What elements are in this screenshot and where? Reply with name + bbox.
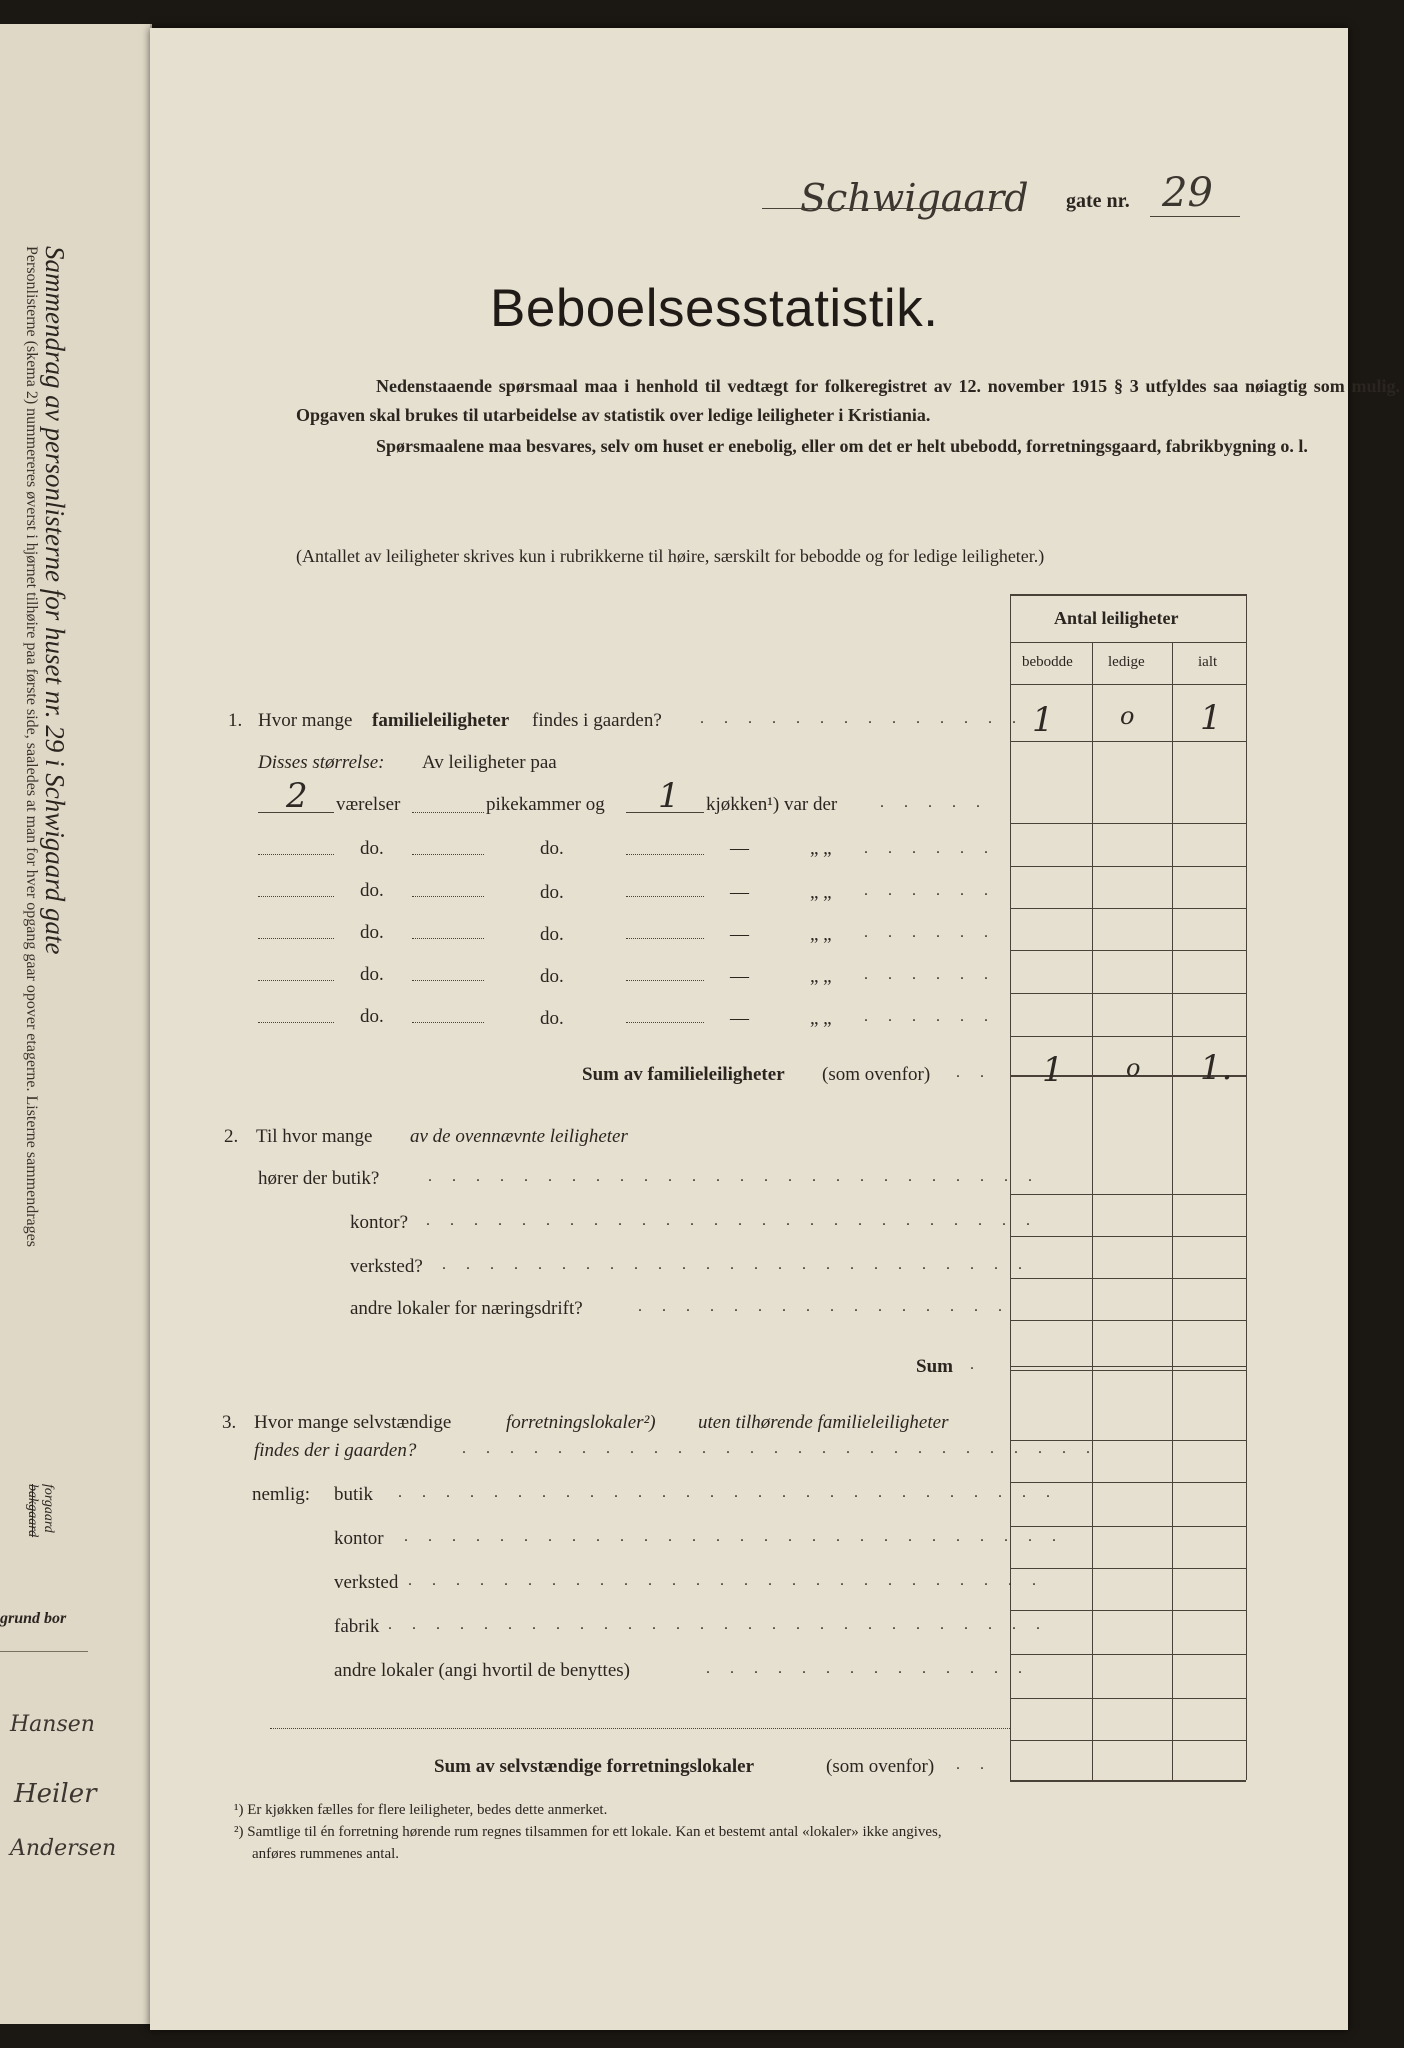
q1-sum-label: Sum av familieleiligheter (582, 1064, 785, 1085)
q1-text-c: findes i gaarden? (532, 710, 662, 731)
q2-line-verksted: verksted? (350, 1256, 423, 1277)
spine-forgaard: forgaard (41, 1484, 56, 1533)
spine-name-1: Hansen (10, 1712, 95, 1737)
q3-sum-label: Sum av selvstændige forretningslokaler (434, 1756, 755, 1777)
do-label: do. (360, 922, 384, 943)
do-label: do. (360, 964, 384, 985)
dash: — (730, 838, 749, 859)
intro-paragraph (296, 372, 1400, 461)
q3-text-b: forretningslokaler²) (506, 1412, 656, 1433)
dash: — (730, 882, 749, 903)
form-page: Schwigaard gate nr. 29 Beboelsesstatistik. Nedenstaaende spørsmaal maa i henhold til vedtægt for folkeregistret av 12. november 1915 § 3 utfyldes saa nøiagtig som mulig. Opgaven skal brukes til utarbeidelse av statistik over ledige leiligheter i Kristiania. Spørsmaalene maa besvares, selv om huset er enebolig, eller om det er helt ubebodd, forretningsgaard, fabrikbygning o. l. (Antallet av leiligheter skrives kun i rubrikkerne til høire, særskilt for bebodde og for ledige leiligheter.) Antal leiligheter bebodde ledige ialt 1. Hvor mange familieleiligheter findes i gaarden? . . . . . . . . . . . . . . 1 o 1 Disses størrelse: Av leiligheter paa 2 værelser pikekammer og 1 kjøkken¹) var der . . . . . do. do. — „ „ . . . . . . do. do. — „ „ . . . . . . do. do. — „ „ . . . . . . do. do. — „ „ . . . . . . do. do. — „ „ . . . . . . Sum av familieleiligheter (som ovenfor) . . 1 o 1. 2. Til hvor mange av de ovennævnte leiligheter hører der butik? . . . . . . . . . . . . . . . . . . . . . . . . . . kontor? . . . . . . . . . . . . . . . . . . . . . . . . . . verksted? . . . . . . . . . . . . . . . . . . . . . . . . . andre lokaler for næringsdrift? . . . . . . . . . . . . . . . . Sum . 3. Hvor mange selvstændige forretningslokaler²) uten tilhørende familieleiligheter findes der i gaarden? . . . . . . . . . . . . . . . . . . . . . . . . . . . nemlig: butik . . . . . . . . . . . . . . . . . . . . . . . . . . . . kontor . . . . . . . . . . . . . . . . . . . . . . . . . . . . verksted . . . . . . . . . . . . . . . . . . . . . . . . . . . fabrik . . . . . . . . . . . . . . . . . . . . . . . . . . . . andre lokaler (angi hvortil de benyttes) . . . . . . . . . . . . . . Sum av selvstændige forretningslokaler (som ovenfor) . . ¹) Er kjøkken fælles for flere leiligheter, bedes dette anmerket. ²) Samtlige til én forretning hørende rum regnes tilsammen for ett lokale. Kan et bestemt antal «lokaler» ikke angives, anføres rummenes antal. (150, 28, 1348, 2030)
q1-kitchen-value: 1 (658, 776, 680, 816)
q1-size-label: Disses størrelse: (258, 752, 385, 773)
q3-nemlig: nemlig: (252, 1484, 311, 1505)
col-bebodde: bebodde (1022, 654, 1073, 670)
dash: — (730, 966, 749, 987)
ditto: „ „ (810, 1008, 832, 1029)
q1-size-text: Av leiligheter paa (422, 752, 557, 773)
q2-text-a: Til hvor mange (256, 1126, 373, 1147)
q1-maid-label: pikekammer og (486, 794, 605, 815)
dash: — (730, 924, 749, 945)
q1-number: 1. (228, 710, 243, 731)
gate-label: gate nr. (1066, 190, 1130, 212)
spine-vertical-instructions: Personlisterne (skema 2) nummereres øverst i hjørnet tilhøire paa første side, saaledes at man for hver opgang gaar opover etagerne. Listerne sammendrages (23, 246, 40, 1247)
q1-text-a: Hvor mange (258, 710, 353, 731)
ditto: „ „ (810, 924, 832, 945)
q3-number: 3. (222, 1412, 237, 1433)
q2-sum-label: Sum (916, 1356, 953, 1377)
intro-text-2: Spørsmaalene maa besvares, selv om huset er enebolig, eller om det er helt ubebodd, forretningsgaard, fabrikbygning o. l. (376, 436, 1308, 456)
q3-sum-label-b: (som ovenfor) (826, 1756, 935, 1777)
left-spine (0, 24, 152, 2024)
q1-answer-bebodde: 1 (1032, 700, 1054, 740)
ditto: „ „ (810, 966, 832, 987)
do-label: do. (360, 880, 384, 901)
q2-line-butik: hører der butik? (258, 1168, 380, 1189)
do-label: do. (540, 882, 564, 903)
q1-rooms-value: 2 (286, 776, 308, 816)
q1-rooms-label: værelser (336, 794, 401, 815)
house-number: 29 (1162, 170, 1213, 216)
q1-answer-ledige: o (1120, 702, 1135, 730)
q2-text-b: av de ovennævnte leiligheter (410, 1126, 628, 1147)
q3-verksted: verksted (334, 1572, 399, 1593)
dash: — (730, 1008, 749, 1029)
q1-answer-ialt: 1 (1200, 698, 1222, 738)
page-title: Beboelsesstatistik. (490, 279, 939, 338)
do-label: do. (540, 966, 564, 987)
q3-fabrik: fabrik (334, 1616, 380, 1637)
q1-text-b: familieleiligheter (372, 710, 510, 731)
street-name: Schwigaard (800, 176, 1029, 220)
do-label: do. (540, 924, 564, 945)
q3-kontor: kontor (334, 1528, 384, 1549)
q1-kitchen-label: kjøkken¹) var der (706, 794, 838, 815)
q1-sum-label-b: (som ovenfor) (822, 1064, 931, 1085)
q3-text-a: Hvor mange selvstændige (254, 1412, 452, 1433)
q1-sum-bebodde: 1 (1042, 1050, 1064, 1090)
footnote-2b: anføres rummenes antal. (252, 1846, 400, 1862)
col-ialt: ialt (1198, 654, 1218, 670)
col-ledige: ledige (1108, 654, 1145, 670)
do-label: do. (360, 838, 384, 859)
q1-sum-ialt: 1. (1200, 1048, 1233, 1088)
ditto: „ „ (810, 882, 832, 903)
do-label: do. (540, 838, 564, 859)
ditto: „ „ (810, 838, 832, 859)
q1-sum-ledige: o (1126, 1054, 1141, 1082)
q3-text-d: findes der i gaarden? (254, 1440, 417, 1461)
do-label: do. (540, 1008, 564, 1029)
q2-line-kontor: kontor? (350, 1212, 409, 1233)
q3-text-c: uten tilhørende familieleiligheter (698, 1412, 949, 1433)
footnote-2a: ²) Samtlige til én forretning hørende rum regnes tilsammen for ett lokale. Kan et bestemt antal «lokaler» ikke angives, (234, 1824, 942, 1840)
spine-name-3: Andersen (10, 1836, 117, 1861)
spine-grund-bor: grund bor (0, 1610, 67, 1627)
intro-text-1: Nedenstaaende spørsmaal maa i henhold til vedtægt for folkeregistret av 12. november 1915 § 3 utfyldes saa nøiagtig som mulig. Opgaven skal brukes til utarbeidelse av statistik over ledige leiligheter i Kristiania. (296, 376, 1400, 425)
table-title: Antal leiligheter (1054, 608, 1179, 628)
q3-andre: andre lokaler (angi hvortil de benyttes) (334, 1660, 630, 1681)
do-label: do. (360, 1006, 384, 1027)
footnote-1: ¹) Er kjøkken fælles for flere leiligheter, bedes dette anmerket. (234, 1802, 608, 1818)
q2-line-andre: andre lokaler for næringsdrift? (350, 1298, 583, 1319)
q2-number: 2. (224, 1126, 239, 1147)
spine-bakgaard: bakgaard (25, 1484, 40, 1538)
q3-butik: butik (334, 1484, 374, 1505)
intro-note: (Antallet av leiligheter skrives kun i rubrikkerne til høire, særskilt for bebodde og for ledige leiligheter.) (296, 546, 1045, 566)
spine-vertical-title: Sammendrag av personlisterne for huset nr. 29 i Schwigaard gate (40, 246, 70, 955)
spine-name-2: Heiler (14, 1779, 97, 1809)
